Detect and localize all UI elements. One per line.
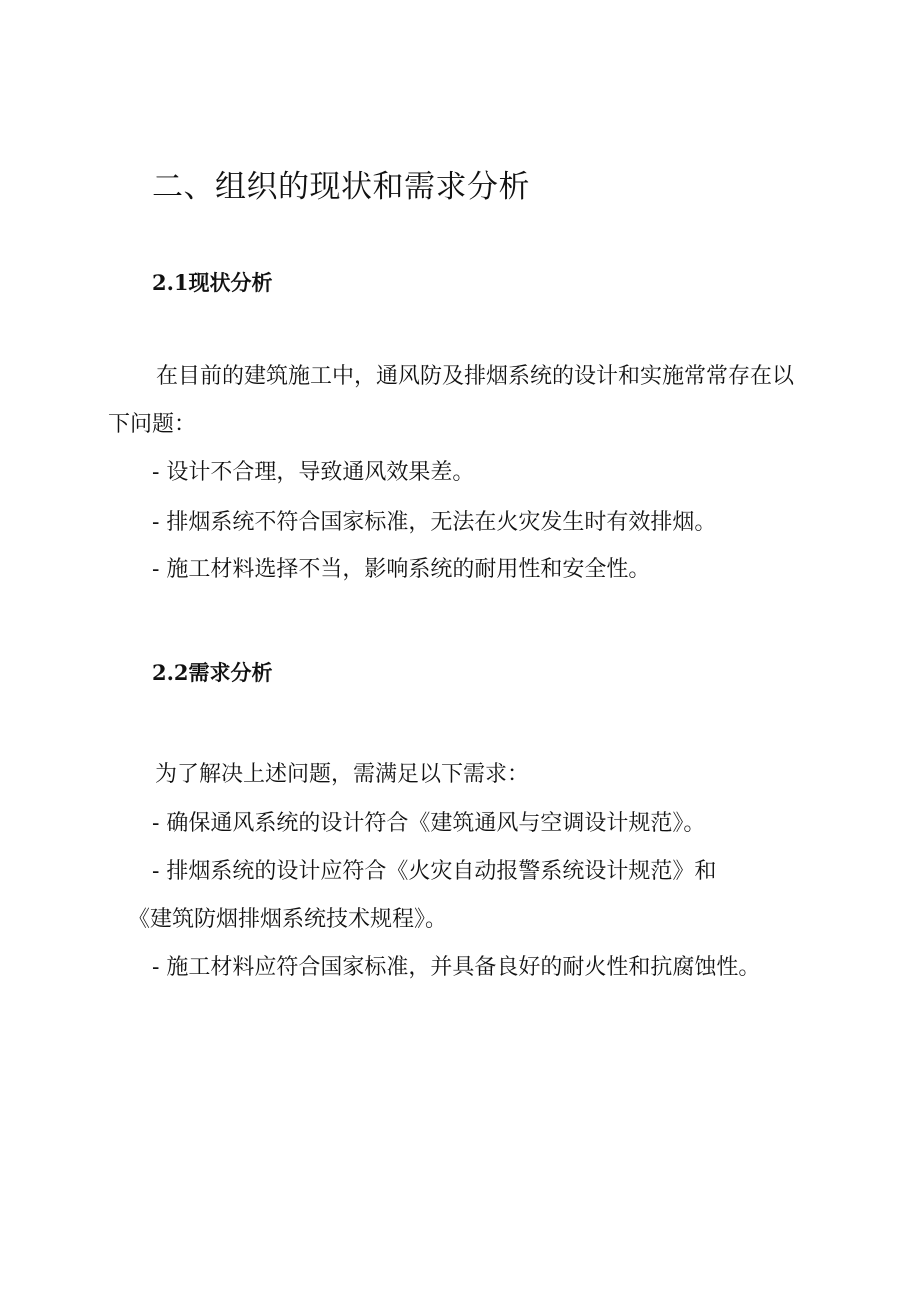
status-item-1: - 设计不合理，导致通风效果差。: [152, 460, 475, 485]
page-title: 二、组织的现状和需求分析: [152, 169, 530, 205]
needs-item-1: - 确保通风系统的设计符合《建筑通风与空调设计规范》。: [152, 811, 706, 836]
status-item-3: - 施工材料选择不当，影响系统的耐用性和安全性。: [152, 557, 651, 582]
status-intro-paragraph: 在目前的建筑施工中，通风防及排烟系统的设计和实施常常存在以下问题：: [108, 364, 795, 437]
needs-item-2-continued: 《建筑防烟排烟系统技术规程》。: [128, 907, 448, 932]
section-heading-needs: 2.2需求分析: [152, 660, 273, 685]
needs-item-2: - 排烟系统的设计应符合《火灾自动报警系统设计规范》和: [152, 859, 717, 884]
needs-item-3: - 施工材料应符合国家标准，并具备良好的耐火性和抗腐蚀性。: [152, 955, 761, 980]
needs-intro-paragraph: 为了解决上述问题，需满足以下需求：: [155, 762, 530, 787]
status-item-2: - 排烟系统不符合国家标准，无法在火灾发生时有效排烟。: [152, 510, 717, 535]
section-heading-status: 2.1现状分析: [152, 270, 273, 295]
